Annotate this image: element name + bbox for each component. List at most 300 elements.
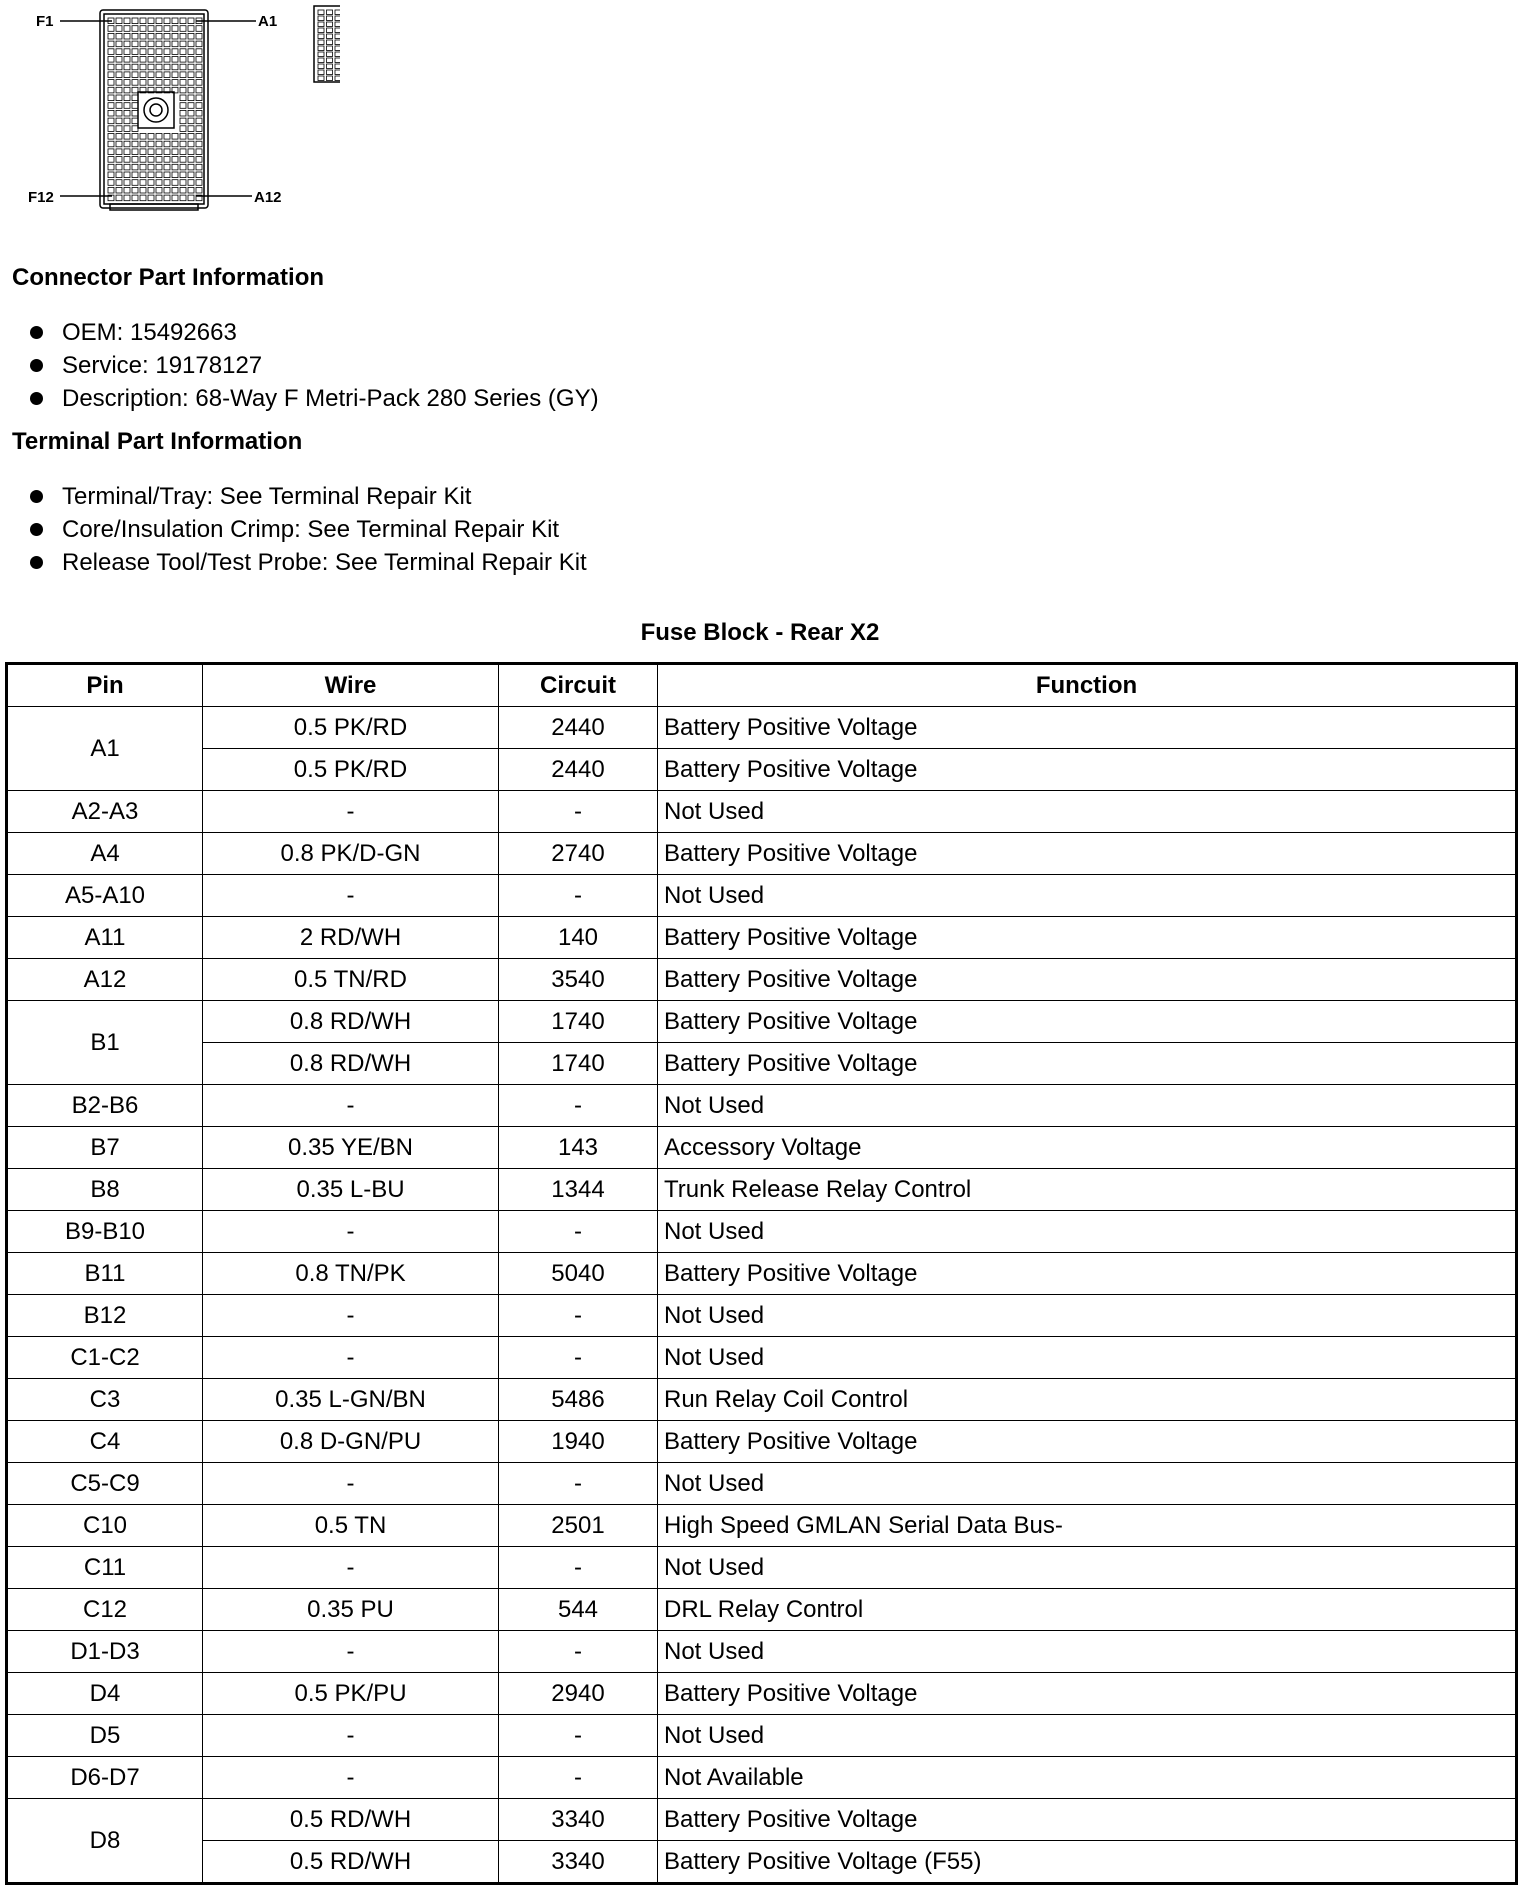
pin-cavity	[164, 180, 170, 186]
table-row	[7, 1001, 1517, 1043]
cell-wire: 0.5 PK/RD	[203, 749, 499, 791]
pin-cavity	[132, 164, 138, 170]
pin-cavity	[124, 180, 130, 186]
pin-cavity	[140, 195, 146, 201]
side-cavity	[318, 58, 324, 63]
cell-circuit: 1740	[499, 1001, 658, 1043]
pin-cavity	[132, 195, 138, 201]
cell-circuit: 1940	[499, 1421, 658, 1463]
pin-cavity	[172, 18, 178, 24]
pin-cavity	[180, 180, 186, 186]
pin-cavity	[164, 57, 170, 63]
cell-circuit: -	[499, 1085, 658, 1127]
pin-cavity	[180, 157, 186, 163]
pin-cavity	[124, 57, 130, 63]
pin-cavity	[172, 57, 178, 63]
cell-function: Not Used	[658, 1295, 1517, 1337]
pin-cavity	[180, 95, 186, 101]
pin-cavity	[188, 41, 194, 47]
table-row	[7, 917, 1517, 959]
list-item	[30, 349, 599, 382]
cell-circuit: 5486	[499, 1379, 658, 1421]
pin-cavity	[132, 110, 138, 116]
cell-wire: -	[203, 791, 499, 833]
side-cavity	[327, 10, 333, 15]
pin-cavity	[172, 149, 178, 155]
pin-cavity	[116, 164, 122, 170]
side-cavity	[327, 40, 333, 45]
cell-pin: D6-D7	[7, 1757, 203, 1799]
pin-cavity	[124, 172, 130, 178]
pin-cavity	[108, 80, 114, 86]
pin-cavity	[196, 26, 202, 32]
bullet-icon	[30, 326, 43, 339]
table-row	[7, 1043, 1517, 1085]
cell-function: Not Used	[658, 1211, 1517, 1253]
pin-cavity	[132, 41, 138, 47]
pin-cavity	[116, 195, 122, 201]
cell-wire: 0.8 TN/PK	[203, 1253, 499, 1295]
pin-cavity	[180, 41, 186, 47]
pin-cavity	[140, 64, 146, 70]
cell-wire: 0.5 PK/PU	[203, 1673, 499, 1715]
cell-pin: B12	[7, 1295, 203, 1337]
pin-cavity	[172, 72, 178, 78]
pin-cavity	[108, 57, 114, 63]
side-cavity	[335, 40, 340, 45]
side-cavity	[318, 34, 324, 39]
cell-wire: 0.5 TN/RD	[203, 959, 499, 1001]
pin-cavity	[148, 57, 154, 63]
cell-wire: -	[203, 1547, 499, 1589]
cell-function: Battery Positive Voltage	[658, 1799, 1517, 1841]
side-cavity	[318, 28, 324, 33]
pin-cavity	[116, 103, 122, 109]
cell-wire: 0.35 L-BU	[203, 1169, 499, 1211]
pin-cavity	[172, 26, 178, 32]
cell-pin: D8	[7, 1799, 203, 1884]
cell-pin: A11	[7, 917, 203, 959]
cell-pin: D5	[7, 1715, 203, 1757]
pin-cavity	[132, 57, 138, 63]
pin-cavity	[156, 141, 162, 147]
pin-cavity	[164, 164, 170, 170]
cell-wire: 2 RD/WH	[203, 917, 499, 959]
pin-cavity	[132, 180, 138, 186]
pin-cavity	[140, 172, 146, 178]
pin-cavity	[140, 141, 146, 147]
pin-cavity	[188, 187, 194, 193]
pin-cavity	[172, 49, 178, 55]
table-row	[7, 875, 1517, 917]
cell-wire: -	[203, 1715, 499, 1757]
pin-cavity	[164, 149, 170, 155]
pin-cavity	[124, 41, 130, 47]
pin-cavity	[124, 18, 130, 24]
pin-cavity	[132, 72, 138, 78]
side-cavity	[318, 64, 324, 69]
side-cavity	[327, 16, 333, 21]
pin-cavity	[156, 157, 162, 163]
cell-wire: -	[203, 1463, 499, 1505]
pin-cavity	[188, 80, 194, 86]
table-row	[7, 749, 1517, 791]
side-cavity	[335, 58, 340, 63]
cell-pin: C12	[7, 1589, 203, 1631]
pin-cavity	[196, 172, 202, 178]
cell-function: Not Used	[658, 1085, 1517, 1127]
pin-cavity	[140, 134, 146, 140]
cell-pin: A1	[7, 707, 203, 791]
cell-pin: B1	[7, 1001, 203, 1085]
cell-function: Not Used	[658, 791, 1517, 833]
pin-cavity	[180, 33, 186, 39]
pin-cavity	[172, 141, 178, 147]
pin-cavity	[172, 80, 178, 86]
pin-cavity	[156, 134, 162, 140]
pin-cavity	[188, 157, 194, 163]
pin-cavity	[116, 41, 122, 47]
cell-function: Battery Positive Voltage	[658, 707, 1517, 749]
pin-cavity	[148, 18, 154, 24]
table-row	[7, 791, 1517, 833]
cell-circuit: 1344	[499, 1169, 658, 1211]
pin-cavity	[108, 26, 114, 32]
pin-cavity	[188, 126, 194, 132]
side-cavity	[335, 52, 340, 57]
pin-cavity	[196, 41, 202, 47]
pin-cavity	[196, 64, 202, 70]
cell-pin: A5-A10	[7, 875, 203, 917]
list-item-text: OEM: 15492663	[62, 319, 237, 346]
pin-cavity	[116, 118, 122, 124]
pin-cavity	[108, 157, 114, 163]
cell-function: DRL Relay Control	[658, 1589, 1517, 1631]
pin-cavity	[140, 41, 146, 47]
table-header-row	[7, 664, 1517, 707]
pin-cavity	[188, 180, 194, 186]
side-cavity	[318, 10, 324, 15]
pin-cavity	[140, 57, 146, 63]
side-cavity	[318, 70, 324, 75]
pin-cavity	[188, 103, 194, 109]
label-f12: F12	[28, 189, 54, 206]
pin-cavity	[156, 180, 162, 186]
cell-circuit: 140	[499, 917, 658, 959]
pin-cavity	[140, 49, 146, 55]
cell-pin: A4	[7, 833, 203, 875]
bullet-icon	[30, 392, 43, 405]
pin-cavity	[124, 49, 130, 55]
pin-cavity	[188, 33, 194, 39]
pin-cavity	[116, 126, 122, 132]
cell-pin: B7	[7, 1127, 203, 1169]
pin-cavity	[140, 157, 146, 163]
cell-pin: A12	[7, 959, 203, 1001]
pin-cavity	[164, 157, 170, 163]
pin-cavity	[116, 26, 122, 32]
pin-cavity	[132, 172, 138, 178]
cell-circuit: 2740	[499, 833, 658, 875]
pin-cavity	[148, 141, 154, 147]
cell-pin: C4	[7, 1421, 203, 1463]
pin-cavity	[108, 118, 114, 124]
cell-function: Not Used	[658, 1463, 1517, 1505]
side-cavity	[327, 22, 333, 27]
side-cavity	[318, 46, 324, 51]
pin-cavity	[180, 195, 186, 201]
cell-circuit: -	[499, 791, 658, 833]
side-cavity	[327, 64, 333, 69]
pin-cavity	[156, 26, 162, 32]
cell-pin: C3	[7, 1379, 203, 1421]
table-title: Fuse Block - Rear X2	[640, 619, 880, 646]
pin-cavity	[124, 80, 130, 86]
table-row	[7, 1295, 1517, 1337]
cell-circuit: -	[499, 1337, 658, 1379]
side-cavity	[335, 34, 340, 39]
pin-cavity	[172, 157, 178, 163]
pin-cavity	[156, 80, 162, 86]
pin-cavity	[156, 172, 162, 178]
pin-cavity	[180, 187, 186, 193]
header-wire: Wire	[203, 664, 499, 707]
pin-cavity	[164, 49, 170, 55]
pin-cavity	[148, 180, 154, 186]
cell-function: Battery Positive Voltage	[658, 1421, 1517, 1463]
side-cavity	[335, 64, 340, 69]
pin-cavity	[196, 110, 202, 116]
pin-cavity	[140, 187, 146, 193]
pin-cavity	[132, 126, 138, 132]
pin-cavity	[172, 33, 178, 39]
pin-cavity	[156, 33, 162, 39]
side-cavity	[327, 28, 333, 33]
pin-cavity	[124, 103, 130, 109]
cell-circuit: -	[499, 1463, 658, 1505]
side-cavity	[318, 22, 324, 27]
cell-function: Battery Positive Voltage	[658, 749, 1517, 791]
pin-cavity	[132, 64, 138, 70]
pin-cavity	[156, 57, 162, 63]
bullet-icon	[30, 490, 43, 503]
pin-cavity	[196, 187, 202, 193]
pin-cavity	[124, 164, 130, 170]
table-row	[7, 1463, 1517, 1505]
pin-cavity	[124, 110, 130, 116]
cell-pin: D1-D3	[7, 1631, 203, 1673]
table-row	[7, 1757, 1517, 1799]
cell-wire: -	[203, 1631, 499, 1673]
pin-cavity	[164, 72, 170, 78]
pin-cavity	[108, 134, 114, 140]
cell-function: High Speed GMLAN Serial Data Bus-	[658, 1505, 1517, 1547]
pin-cavity	[132, 87, 138, 93]
label-f1: F1	[36, 13, 54, 30]
pin-cavity	[124, 141, 130, 147]
table-row	[7, 1379, 1517, 1421]
pin-cavity	[180, 110, 186, 116]
cell-circuit: 2940	[499, 1673, 658, 1715]
pin-cavity	[124, 134, 130, 140]
cell-circuit: 1740	[499, 1043, 658, 1085]
list-item-text: Description: 68-Way F Metri-Pack 280 Series (GY)	[62, 385, 599, 412]
pin-cavity	[180, 49, 186, 55]
table-row	[7, 1715, 1517, 1757]
label-a12: A12	[254, 189, 282, 206]
cell-wire: -	[203, 1295, 499, 1337]
pin-cavity	[196, 118, 202, 124]
list-item-text: Release Tool/Test Probe: See Terminal Repair Kit	[62, 549, 587, 576]
pin-cavity	[108, 72, 114, 78]
pin-cavity	[148, 72, 154, 78]
side-cavity	[327, 34, 333, 39]
bullet-icon	[30, 359, 43, 372]
pin-cavity	[116, 180, 122, 186]
pin-cavity	[180, 134, 186, 140]
side-cavity	[318, 76, 324, 81]
pin-cavity	[132, 26, 138, 32]
table-row	[7, 1421, 1517, 1463]
pin-cavity	[148, 157, 154, 163]
pin-cavity	[196, 72, 202, 78]
pin-cavity	[188, 57, 194, 63]
cell-circuit: 3540	[499, 959, 658, 1001]
pin-cavity	[188, 26, 194, 32]
pin-cavity	[124, 118, 130, 124]
pin-cavity	[116, 49, 122, 55]
pin-cavity	[140, 149, 146, 155]
pin-cavity	[132, 134, 138, 140]
connector-diagram	[0, 0, 340, 240]
side-cavity	[335, 10, 340, 15]
pin-cavity	[188, 110, 194, 116]
pin-cavity	[156, 41, 162, 47]
pin-cavity	[156, 18, 162, 24]
pin-cavity	[188, 141, 194, 147]
connector-info-list	[30, 316, 599, 415]
cell-function: Trunk Release Relay Control	[658, 1169, 1517, 1211]
table-row	[7, 1799, 1517, 1841]
pin-cavity	[124, 87, 130, 93]
table-row	[7, 1673, 1517, 1715]
pin-cavity	[108, 172, 114, 178]
cell-wire: 0.8 D-GN/PU	[203, 1421, 499, 1463]
cell-wire: -	[203, 1757, 499, 1799]
table-row	[7, 1547, 1517, 1589]
side-cavity	[335, 22, 340, 27]
pin-cavity	[164, 134, 170, 140]
pin-cavity	[140, 164, 146, 170]
terminal-info-list	[30, 480, 587, 579]
pin-cavity	[196, 33, 202, 39]
pin-cavity	[116, 134, 122, 140]
cell-wire: 0.5 RD/WH	[203, 1841, 499, 1884]
cell-wire: 0.5 TN	[203, 1505, 499, 1547]
pin-cavity	[180, 149, 186, 155]
pin-cavity	[188, 172, 194, 178]
pin-cavity	[196, 164, 202, 170]
pin-cavity	[196, 134, 202, 140]
side-cavity	[327, 76, 333, 81]
cell-pin: C1-C2	[7, 1337, 203, 1379]
cell-pin: B2-B6	[7, 1085, 203, 1127]
pin-cavity	[108, 33, 114, 39]
side-cavity	[327, 46, 333, 51]
pin-cavity	[108, 87, 114, 93]
pin-cavity	[108, 64, 114, 70]
cell-circuit: -	[499, 1295, 658, 1337]
pin-cavity	[172, 64, 178, 70]
list-item-text: Terminal/Tray: See Terminal Repair Kit	[62, 483, 472, 510]
cell-circuit: 143	[499, 1127, 658, 1169]
cell-function: Battery Positive Voltage	[658, 1673, 1517, 1715]
cell-wire: -	[203, 1337, 499, 1379]
cell-circuit: 544	[499, 1589, 658, 1631]
pin-cavity	[116, 64, 122, 70]
pin-cavity	[196, 80, 202, 86]
pin-cavity	[148, 172, 154, 178]
list-item	[30, 546, 587, 579]
pin-cavity	[148, 195, 154, 201]
pin-cavity	[108, 187, 114, 193]
side-cavity	[335, 70, 340, 75]
side-cavity	[335, 76, 340, 81]
pin-cavity	[132, 141, 138, 147]
pin-cavity	[188, 95, 194, 101]
side-cavity	[327, 52, 333, 57]
cell-wire: 0.8 RD/WH	[203, 1001, 499, 1043]
cell-wire: 0.5 PK/RD	[203, 707, 499, 749]
pin-cavity	[148, 187, 154, 193]
pin-cavity	[156, 72, 162, 78]
cell-function: Not Used	[658, 875, 1517, 917]
pin-cavity	[108, 110, 114, 116]
cell-circuit: 2440	[499, 749, 658, 791]
pin-cavity	[116, 33, 122, 39]
pin-cavity	[108, 141, 114, 147]
pin-cavity	[148, 49, 154, 55]
table-row	[7, 1085, 1517, 1127]
header-function: Function	[658, 664, 1517, 707]
header-circuit: Circuit	[499, 664, 658, 707]
side-cavity	[335, 46, 340, 51]
side-cavity	[335, 16, 340, 21]
pin-cavity	[132, 103, 138, 109]
pin-cavity	[108, 95, 114, 101]
cell-function: Not Available	[658, 1757, 1517, 1799]
pin-cavity	[124, 95, 130, 101]
cell-wire: -	[203, 1085, 499, 1127]
pin-cavity	[156, 187, 162, 193]
pin-cavity	[124, 26, 130, 32]
cell-circuit: 3340	[499, 1799, 658, 1841]
list-item	[30, 382, 599, 415]
pin-cavity	[180, 87, 186, 93]
pin-cavity	[188, 18, 194, 24]
pin-cavity	[148, 134, 154, 140]
pin-cavity	[196, 57, 202, 63]
pin-cavity	[196, 87, 202, 93]
pin-cavity	[180, 57, 186, 63]
pin-cavity	[188, 49, 194, 55]
pin-cavity	[180, 72, 186, 78]
side-cavity	[318, 16, 324, 21]
pin-cavity	[140, 72, 146, 78]
list-item	[30, 480, 587, 513]
cell-pin: B8	[7, 1169, 203, 1211]
cell-function: Battery Positive Voltage	[658, 833, 1517, 875]
